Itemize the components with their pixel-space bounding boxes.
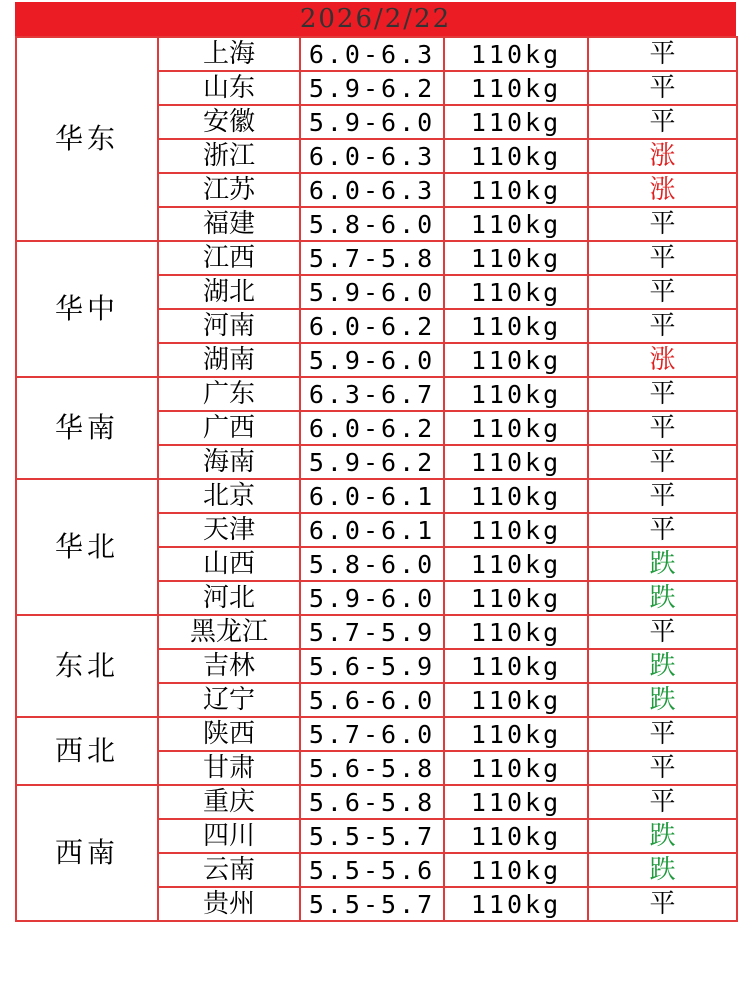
weight-cell: 110kg (444, 275, 588, 309)
trend-cell: 平 (588, 445, 737, 479)
province-cell: 浙江 (158, 139, 300, 173)
price-cell: 6.3-6.7 (300, 377, 444, 411)
table-row (16, 717, 737, 751)
region-cell: 华南 (16, 377, 158, 479)
price-cell: 5.6-6.0 (300, 683, 444, 717)
table-row (16, 615, 737, 649)
price-cell: 5.9-6.2 (300, 71, 444, 105)
province-cell: 吉林 (158, 649, 300, 683)
trend-cell: 平 (588, 887, 737, 921)
trend-cell: 平 (588, 615, 737, 649)
table-body (16, 37, 737, 921)
price-cell: 5.5-5.6 (300, 853, 444, 887)
date-header: 2026/2/22 (15, 2, 736, 36)
trend-cell: 平 (588, 105, 737, 139)
price-cell: 5.7-5.9 (300, 615, 444, 649)
weight-cell: 110kg (444, 717, 588, 751)
region-cell: 华东 (16, 37, 158, 241)
province-cell: 陕西 (158, 717, 300, 751)
trend-cell: 跌 (588, 649, 737, 683)
trend-cell: 跌 (588, 819, 737, 853)
province-cell: 广西 (158, 411, 300, 445)
trend-cell: 平 (588, 71, 737, 105)
price-cell: 5.9-6.2 (300, 445, 444, 479)
trend-cell: 跌 (588, 853, 737, 887)
province-cell: 黑龙江 (158, 615, 300, 649)
table-row (16, 241, 737, 275)
province-cell: 广东 (158, 377, 300, 411)
table-row (16, 37, 737, 71)
province-cell: 福建 (158, 207, 300, 241)
price-cell: 6.0-6.3 (300, 139, 444, 173)
weight-cell: 110kg (444, 173, 588, 207)
price-table (15, 36, 738, 922)
trend-cell: 平 (588, 37, 737, 71)
price-table-container (15, 2, 736, 922)
province-cell: 云南 (158, 853, 300, 887)
province-cell: 山东 (158, 71, 300, 105)
weight-cell: 110kg (444, 547, 588, 581)
province-cell: 辽宁 (158, 683, 300, 717)
weight-cell: 110kg (444, 615, 588, 649)
weight-cell: 110kg (444, 751, 588, 785)
province-cell: 海南 (158, 445, 300, 479)
weight-cell: 110kg (444, 785, 588, 819)
trend-cell: 平 (588, 751, 737, 785)
province-cell: 四川 (158, 819, 300, 853)
region-cell: 华中 (16, 241, 158, 377)
price-cell: 5.7-5.8 (300, 241, 444, 275)
region-cell: 华北 (16, 479, 158, 615)
weight-cell: 110kg (444, 71, 588, 105)
trend-cell: 跌 (588, 547, 737, 581)
weight-cell: 110kg (444, 853, 588, 887)
trend-cell: 跌 (588, 683, 737, 717)
price-cell: 6.0-6.1 (300, 513, 444, 547)
price-cell: 6.0-6.2 (300, 411, 444, 445)
weight-cell: 110kg (444, 445, 588, 479)
table-row (16, 479, 737, 513)
price-cell: 5.7-6.0 (300, 717, 444, 751)
weight-cell: 110kg (444, 139, 588, 173)
price-cell: 5.5-5.7 (300, 819, 444, 853)
trend-cell: 平 (588, 411, 737, 445)
trend-cell: 平 (588, 785, 737, 819)
price-cell: 5.8-6.0 (300, 547, 444, 581)
trend-cell: 平 (588, 479, 737, 513)
trend-cell: 平 (588, 513, 737, 547)
province-cell: 山西 (158, 547, 300, 581)
trend-cell: 平 (588, 309, 737, 343)
weight-cell: 110kg (444, 241, 588, 275)
weight-cell: 110kg (444, 411, 588, 445)
province-cell: 甘肃 (158, 751, 300, 785)
price-cell: 5.9-6.0 (300, 105, 444, 139)
region-cell: 东北 (16, 615, 158, 717)
trend-cell: 平 (588, 717, 737, 751)
province-cell: 贵州 (158, 887, 300, 921)
trend-cell: 涨 (588, 343, 737, 377)
weight-cell: 110kg (444, 377, 588, 411)
price-cell: 5.8-6.0 (300, 207, 444, 241)
table-row (16, 785, 737, 819)
trend-cell: 涨 (588, 173, 737, 207)
price-cell: 5.9-6.0 (300, 343, 444, 377)
weight-cell: 110kg (444, 37, 588, 71)
province-cell: 北京 (158, 479, 300, 513)
region-cell: 西南 (16, 785, 158, 921)
weight-cell: 110kg (444, 309, 588, 343)
price-cell: 5.6-5.8 (300, 785, 444, 819)
price-cell: 6.0-6.1 (300, 479, 444, 513)
province-cell: 河南 (158, 309, 300, 343)
province-cell: 江苏 (158, 173, 300, 207)
price-cell: 5.6-5.9 (300, 649, 444, 683)
trend-cell: 平 (588, 275, 737, 309)
weight-cell: 110kg (444, 105, 588, 139)
weight-cell: 110kg (444, 649, 588, 683)
weight-cell: 110kg (444, 581, 588, 615)
province-cell: 湖北 (158, 275, 300, 309)
price-cell: 5.5-5.7 (300, 887, 444, 921)
weight-cell: 110kg (444, 683, 588, 717)
weight-cell: 110kg (444, 887, 588, 921)
weight-cell: 110kg (444, 819, 588, 853)
province-cell: 上海 (158, 37, 300, 71)
trend-cell: 涨 (588, 139, 737, 173)
weight-cell: 110kg (444, 207, 588, 241)
province-cell: 江西 (158, 241, 300, 275)
price-cell: 5.9-6.0 (300, 275, 444, 309)
weight-cell: 110kg (444, 479, 588, 513)
price-cell: 6.0-6.3 (300, 173, 444, 207)
price-cell: 5.6-5.8 (300, 751, 444, 785)
table-row (16, 377, 737, 411)
province-cell: 河北 (158, 581, 300, 615)
region-cell: 西北 (16, 717, 158, 785)
trend-cell: 平 (588, 207, 737, 241)
province-cell: 天津 (158, 513, 300, 547)
trend-cell: 跌 (588, 581, 737, 615)
price-cell: 6.0-6.2 (300, 309, 444, 343)
province-cell: 安徽 (158, 105, 300, 139)
province-cell: 重庆 (158, 785, 300, 819)
weight-cell: 110kg (444, 343, 588, 377)
trend-cell: 平 (588, 377, 737, 411)
trend-cell: 平 (588, 241, 737, 275)
weight-cell: 110kg (444, 513, 588, 547)
province-cell: 湖南 (158, 343, 300, 377)
price-cell: 6.0-6.3 (300, 37, 444, 71)
price-cell: 5.9-6.0 (300, 581, 444, 615)
